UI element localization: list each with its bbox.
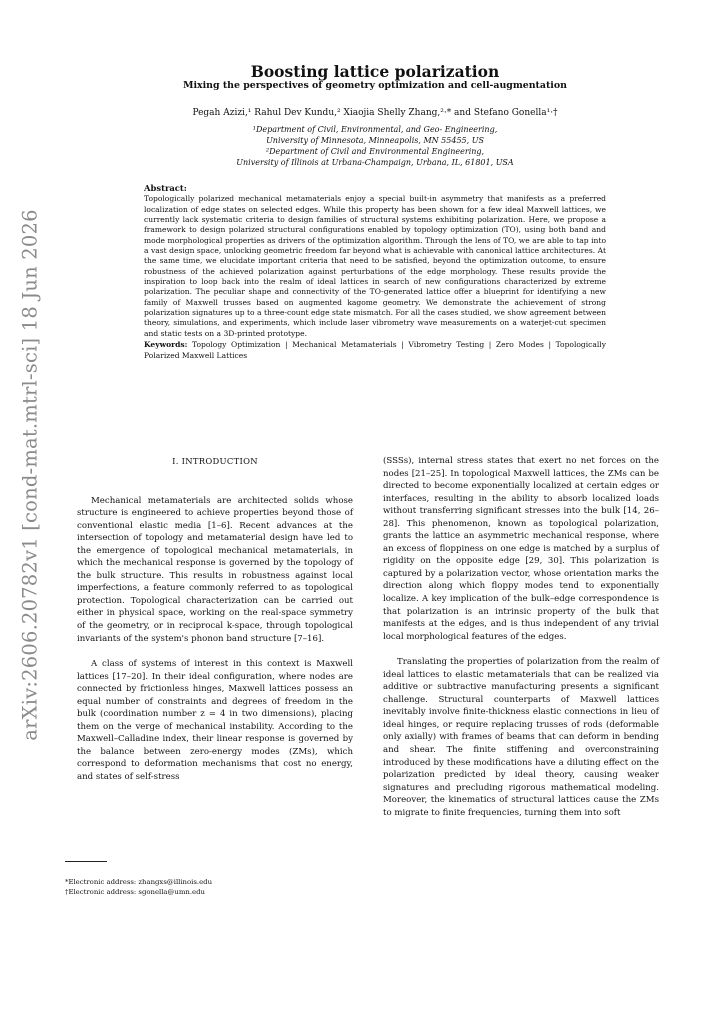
body-paragraph: Mechanical metamaterials are architected solids whose structure is engineered to achieve properties beyond those of conventional elastic media [1–6]. Recent advances at the intersection of topology and metamaterial design have led to the emergence of topological mechanical metamaterials, in which the mechanical response is governed by the topology of the bulk structure. This results in robustness against local imperfections, a feature commonly referred to as topological protection. Topological characterization can be carried out either in physical space, working on the real-space symmetry of the geometry, or in reciprocal k-space, through topological invariants of the system's phonon band structure [7–16]. — [77, 495, 353, 644]
affiliation-line: University of Illinois at Urbana-Champaign, Urbana, IL, 61801, USA — [236, 158, 514, 167]
footnote: †Electronic address: sgonella@umn.edu — [65, 887, 205, 896]
abstract-heading: Abstract: — [144, 183, 187, 193]
arxiv-identifier-text: arXiv:2606.20782v1 [cond-mat.mtrl-sci] 18 Jun 2026 — [18, 209, 42, 741]
affiliation-line: ²Department of Civil and Environmental Engineering, — [265, 147, 485, 156]
abstract-block — [144, 183, 606, 361]
body-paragraph: (SSSs), internal stress states that exert no net forces on the nodes [21–25]. In topological Maxwell lattices, the ZMs can be directed to become exponentially localized at certain edges or interfaces, resulting in the ability to absorb localized loads without transferring significant stresses into the bulk [14, 26–28]. This phenomenon, known as topological polarization, grants the lattice an asymmetric mechanical response, where an excess of floppiness on one edge is matched by a surplus of rigidity on the opposite edge [29, 30]. This polarization is captured by a polarization vector, whose orientation marks the direction along which floppy modes tend to exponentially localize. A key implication of the bulk–edge correspondence is that polarization is an intrinsic property of the bulk that manifests at the edges, and is thus independent of any trivial local morphological features of the edges. — [383, 456, 659, 642]
footnotes — [65, 878, 341, 897]
keywords-text: Topology Optimization | Mechanical Metamaterials | Vibrometry Testing | Zero Modes | Topologically Polarized Maxwell Lattices — [144, 340, 606, 360]
affiliation-line: University of Minnesota, Minneapolis, MN 55455, US — [266, 136, 484, 145]
footnote-divider — [65, 861, 107, 862]
right-column — [383, 455, 659, 819]
paper-title: Boosting lattice polarization — [250, 62, 500, 81]
left-column — [77, 455, 353, 784]
author-list: Pegah Azizi,¹ Rahul Dev Kundu,² Xiaojia Shelly Zhang,²·* and Stefano Gonella¹·† — [192, 108, 558, 118]
abstract-text: Topologically polarized mechanical metamaterials enjoy a special built-in asymmetry that manifests as a preferred localization of edge states on selected edges. While this property has been shown for a few ideal Maxwell lattices, we currently lack systematic criteria to design families of structural systems exhibiting polarization. Here, we propose a framework to design polarized structural configurations enabled by topology optimization (TO), using both band and mode morphological properties as drivers of the optimization algorithm. Through the lens of TO, we are able to tap into a vast design space, unlocking geometric freedom far beyond what is achievable with canonical lattice architectures. At the same time, we elucidate important criteria that need to be satisfied, beyond the optimization outcome, to ensure robustness of the achieved polarization against perturbations of the edge morphology. These results provide the inspiration to loop back into the realm of ideal lattices in search of new configurations characterized by extreme polarization. The peculiar shape and connectivity of the TO-generated lattice offer a blueprint for identifying a new family of Maxwell trusses based on augmented kagome geometry. We demonstrate the achievement of strong polarization signatures up to a three-count edge state mismatch. For all the cases studied, we show agreement between theory, simulations, and experiments, which include laser vibrometry wave measurements on a waterjet-cut specimen and static tests on a 3D-printed prototype. — [144, 194, 606, 338]
paper-subtitle: Mixing the perspectives of geometry optimization and cell-augmentation — [183, 80, 567, 91]
section-heading: I. INTRODUCTION — [172, 456, 258, 466]
body-paragraph: Translating the properties of polarization from the realm of ideal lattices to elastic metamaterials that can be realized via additive or subtractive manufacturing presents a significant challenge. Structural counterparts of Maxwell lattices inevitably involve finite-thickness elastic connections in lieu of ideal hinges, or require replacing trusses of rods (deformable only axially) with frames of beams that can deform in bending and shear. The finite stiffening and overconstraining introduced by these modifications have a diluting effect on the polarization predicted by ideal theory, causing weaker signatures and precluding rigorous mathematical modeling. Moreover, the kinematics of structural lattices cause the ZMs to migrate to finite frequencies, turning them into soft — [383, 657, 659, 818]
footnote: *Electronic address: zhangxs@illinois.edu — [65, 878, 213, 886]
keywords-line — [144, 340, 606, 361]
affiliation-line: ¹Department of Civil, Environmental, and Geo- Engineering, — [252, 125, 498, 134]
arxiv-identifier-stamp — [10, 209, 50, 741]
body-paragraph: A class of systems of interest in this context is Maxwell lattices [17–20]. In their ideal configuration, where nodes are connected by frictionless hinges, Maxwell lattices possess an equal number of constraints and degrees of freedom in the bulk (coordination number z = 4 in two dimensions), placing them on the verge of mechanical instability. According to the Maxwell–Calladine index, their linear response is governed by the balance between zero-energy modes (ZMs), which correspond to deformation mechanisms that cost no energy, and states of self-stress — [77, 659, 353, 783]
keywords-label: Keywords: — [144, 340, 188, 350]
